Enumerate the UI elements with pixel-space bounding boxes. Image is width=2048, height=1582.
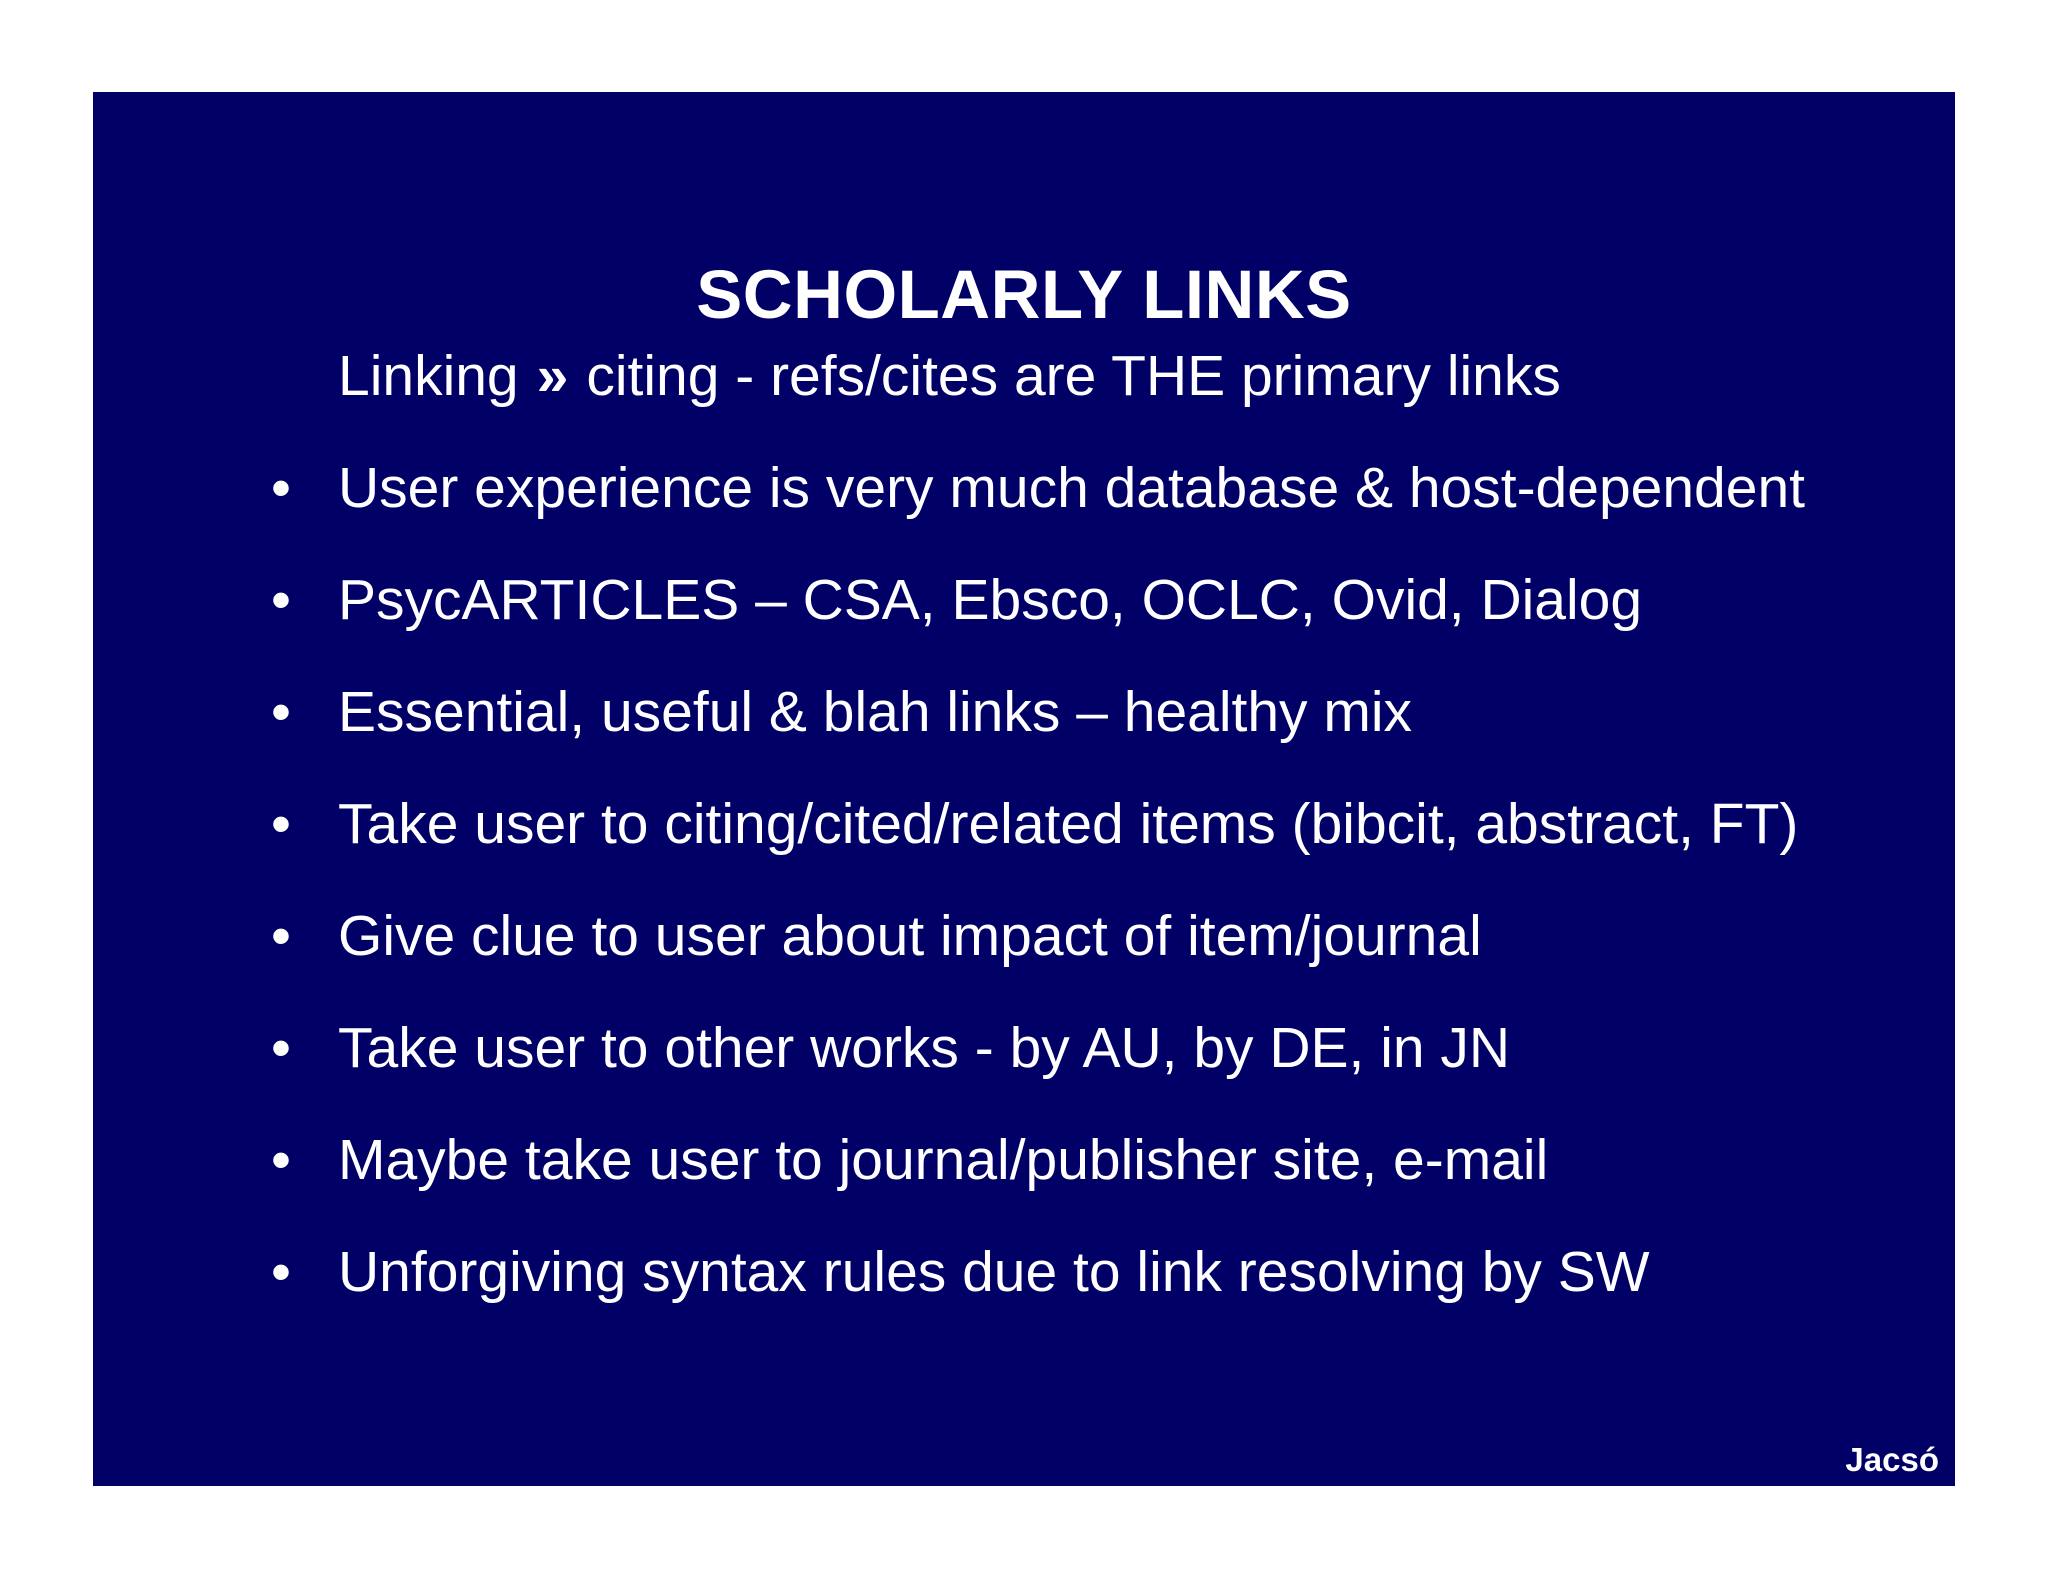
list-item-text: Give clue to user about impact of item/journal [338,904,1482,968]
list-item-text: Unforgiving syntax rules due to link resolving by SW [338,1240,1650,1304]
slide-title: SCHOLARLY LINKS [696,256,1352,333]
list-item-text: Take user to other works - by AU, by DE, in JN [338,1016,1511,1080]
slide [93,92,1955,1486]
bullet-icon: • [271,904,291,968]
list-item-text: Maybe take user to journal/publisher site, e-mail [338,1128,1549,1192]
bullet-icon: • [271,568,291,632]
arrow-icon: » [536,344,569,408]
bullet-icon: • [271,1240,291,1304]
bullet-icon: • [271,680,291,744]
list-item-text: User experience is very much database & host-dependent [338,456,1805,520]
bullet-icon: • [271,456,291,520]
bullet-icon: • [271,792,291,856]
list-item-text: PsycARTICLES – CSA, Ebsco, OCLC, Ovid, Dialog [338,568,1643,632]
author-credit: Jacsó [1845,1441,1939,1478]
list-item-text: Essential, useful & blah links – healthy mix [338,680,1413,744]
intro-before: Linking [338,344,519,408]
intro-text [338,344,1561,408]
bullet-icon: • [271,1016,291,1080]
bullet-icon: • [271,1128,291,1192]
bullet-list [93,92,1955,1486]
intro-after: citing - refs/cites are THE primary links [586,344,1561,408]
list-item-text: Take user to citing/cited/related items (bibcit, abstract, FT) [338,792,1799,856]
